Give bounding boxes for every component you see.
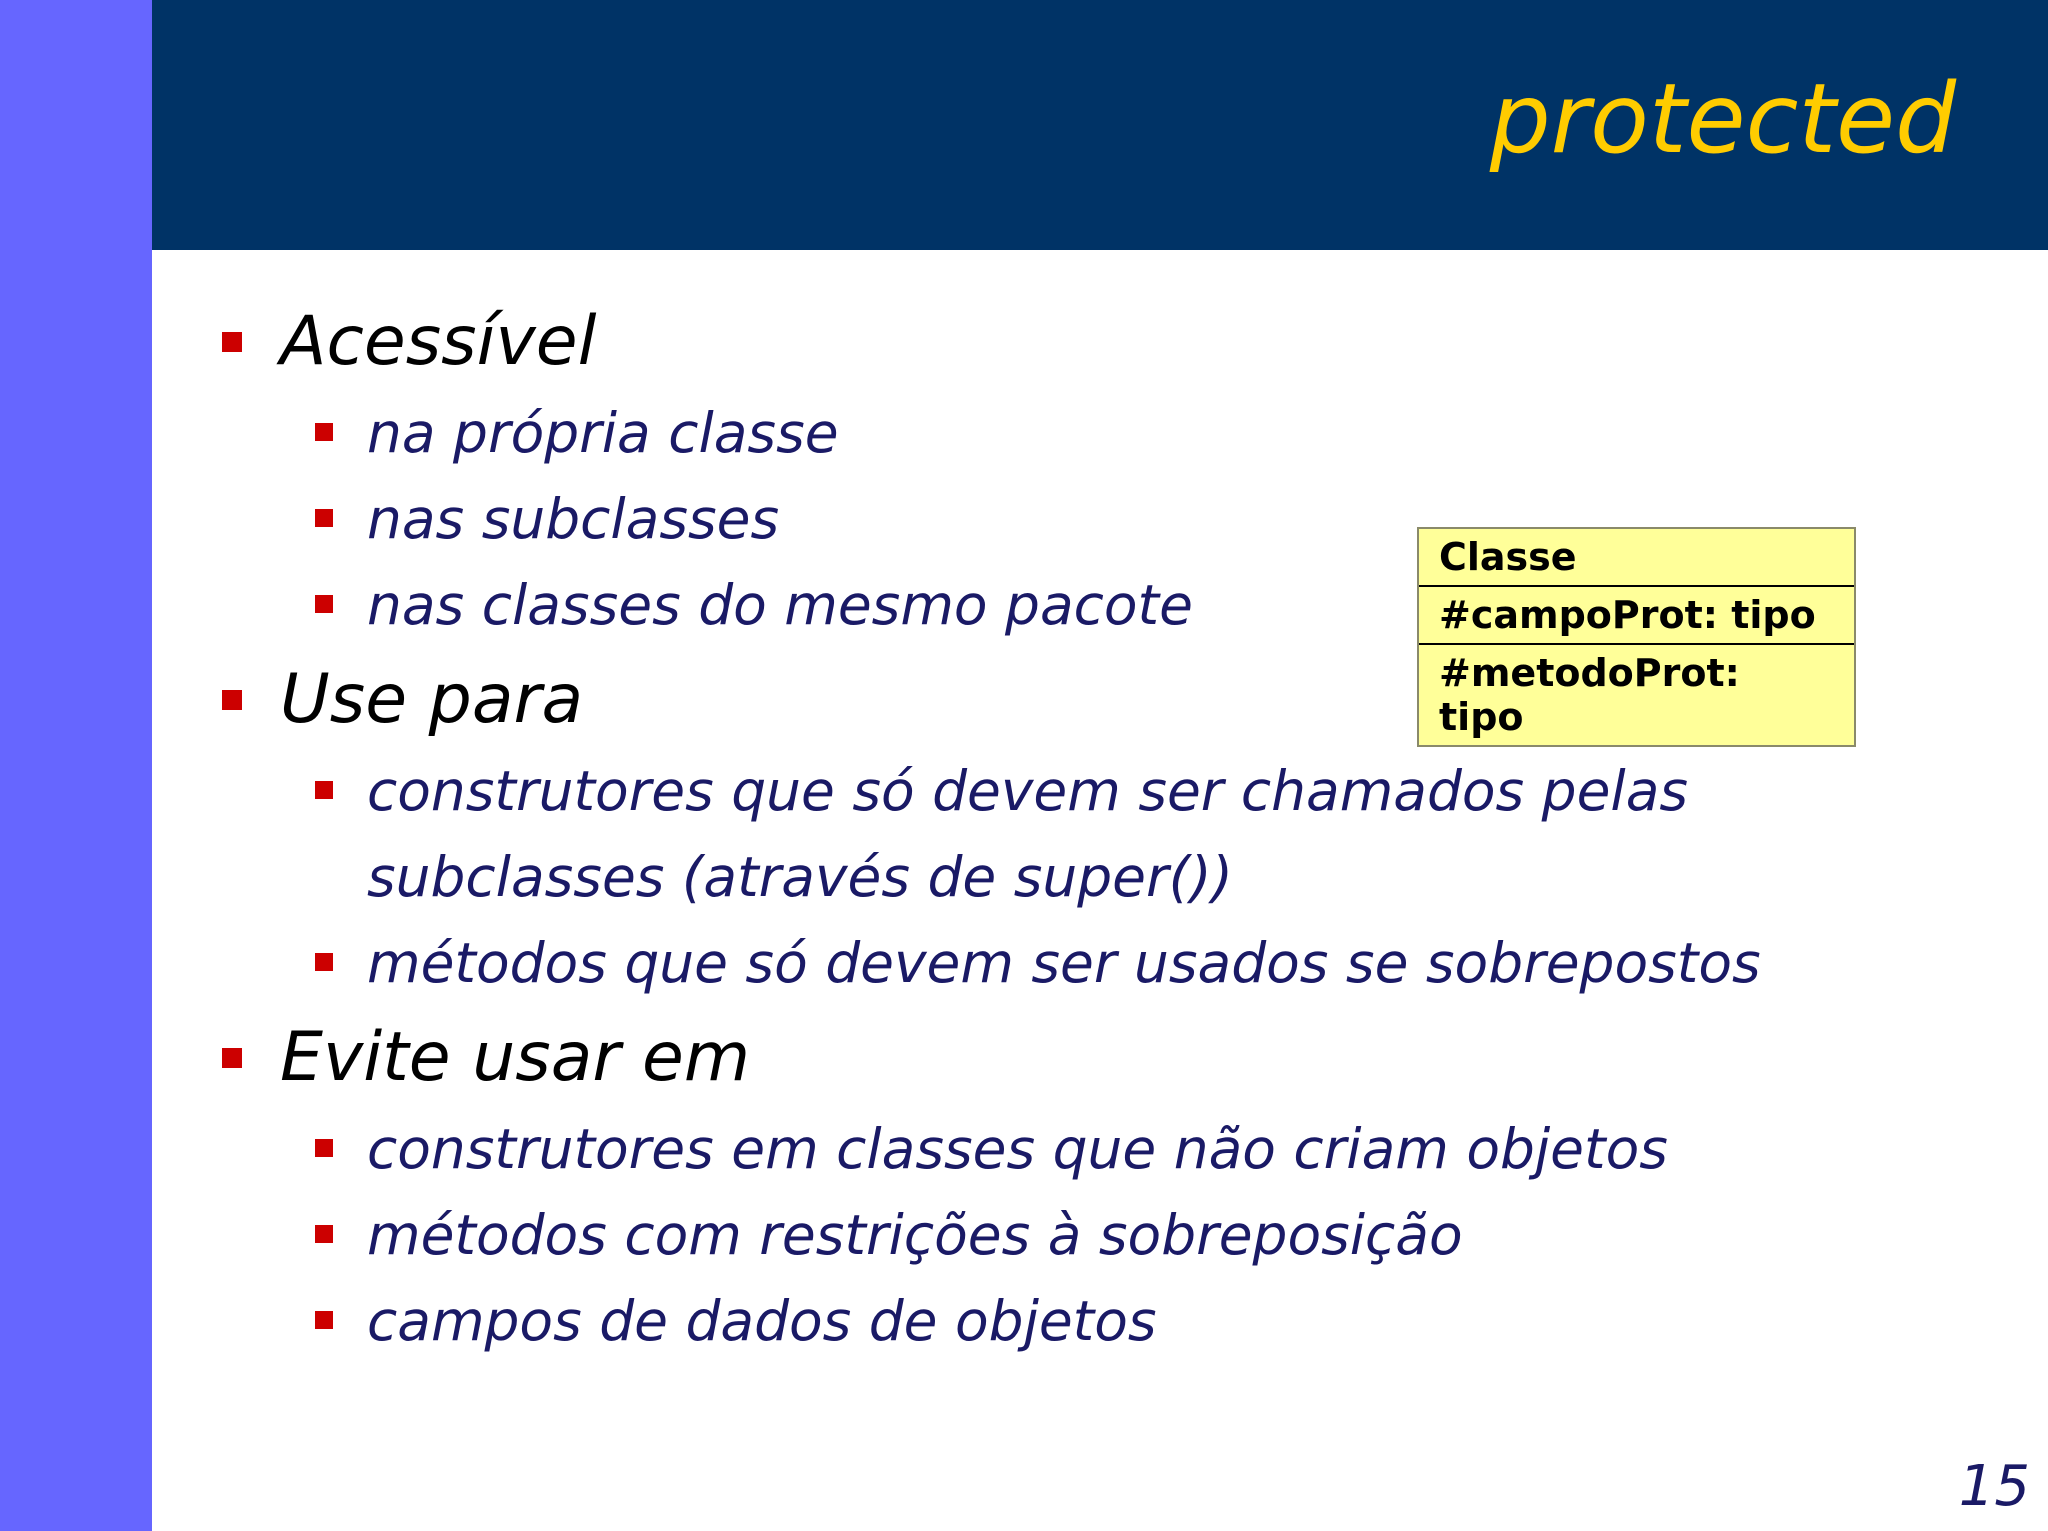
sub-bullet-text: nas subclasses — [367, 487, 780, 551]
left-sidebar-band — [0, 0, 152, 1531]
page-number: 15 — [1958, 1454, 2030, 1519]
bullet-evite-usar — [212, 1010, 2012, 1106]
bullet-square-icon — [315, 595, 333, 613]
sub-bullet — [212, 1278, 2012, 1364]
slide-body — [212, 290, 2012, 1364]
bullet-square-icon — [315, 1311, 333, 1329]
bullet-square-icon — [315, 781, 333, 799]
bullet-square-icon — [315, 1225, 333, 1243]
bullet-acessivel — [212, 294, 2012, 390]
bullet-square-icon — [315, 953, 333, 971]
sub-bullet-text: campos de dados de objetos — [367, 1289, 1157, 1353]
sub-bullet — [212, 1106, 2012, 1192]
bullet-text: Acessível — [280, 302, 597, 381]
bullet-square-icon — [222, 332, 242, 352]
sub-bullet — [212, 1192, 2012, 1278]
sub-bullet-text: construtores em classes que não criam objetos — [367, 1117, 1668, 1181]
sub-bullet — [212, 390, 2012, 476]
uml-class-name: Classe — [1439, 535, 1577, 579]
bullet-square-icon — [222, 690, 242, 710]
bullet-text: Use para — [280, 660, 584, 739]
sub-bullet-text: na própria classe — [367, 401, 839, 465]
bullet-text: Evite usar em — [280, 1018, 751, 1097]
uml-class-box — [1417, 527, 1856, 747]
slide-title: protected — [1489, 63, 1956, 175]
bullet-square-icon — [222, 1048, 242, 1068]
bullet-square-icon — [315, 1139, 333, 1157]
title-bar — [152, 0, 2048, 250]
sub-bullet-text: métodos com restrições à sobreposição — [367, 1203, 1463, 1267]
sub-bullet — [212, 920, 2012, 1006]
sub-bullet — [212, 748, 1867, 920]
sub-bullet-text: construtores que só devem ser chamados pelas subclasses (através de super()) — [367, 759, 1689, 909]
uml-method: #metodoProt: tipo — [1419, 643, 1854, 745]
bullet-square-icon — [315, 509, 333, 527]
bullet-square-icon — [315, 423, 333, 441]
sub-bullet-text: métodos que só devem ser usados se sobrepostos — [367, 931, 1761, 995]
sub-bullet-text: nas classes do mesmo pacote — [367, 573, 1193, 637]
uml-field: #campoProt: tipo — [1419, 585, 1854, 643]
